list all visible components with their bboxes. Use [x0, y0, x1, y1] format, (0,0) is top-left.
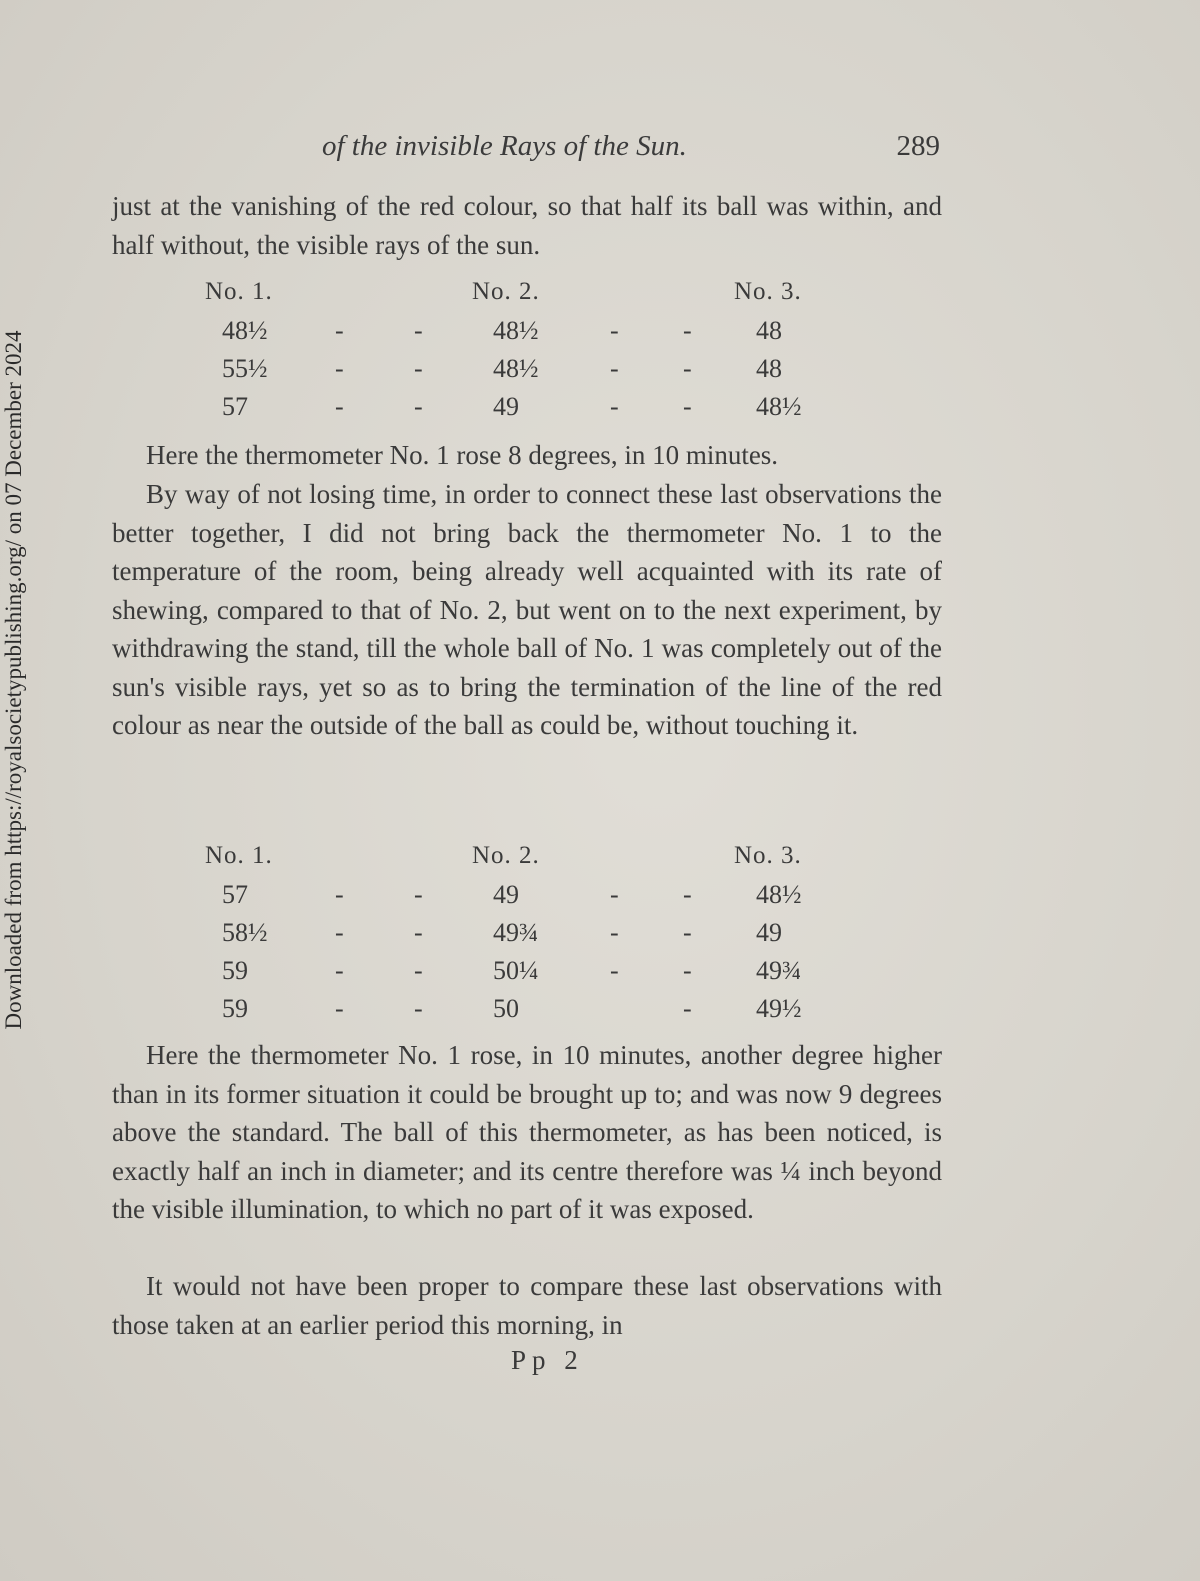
leader-dash: -: [610, 392, 619, 421]
leader-dash: -: [335, 354, 344, 383]
reading-no1: 57: [222, 392, 248, 421]
page-header: [110, 130, 940, 170]
paragraph-4: Here the thermometer No. 1 rose, in 10 minutes, another degree higher than in its former situation it could be brought up to; and was now 9 degrees above the standard. The ball of this thermometer, as has been noticed, is exactly half an inch in diameter; and its centre therefore was ¼ inch beyond the visible illumination, to which no part of it was exposed.: [112, 1040, 942, 1224]
leader-dash: -: [414, 880, 423, 909]
table-row: [110, 316, 950, 354]
table-row: [110, 354, 950, 392]
reading-no2: 48½: [493, 354, 539, 383]
leader-dash: -: [683, 880, 692, 909]
table-header-row: [110, 278, 950, 316]
table-row: [110, 918, 950, 956]
page-number: 289: [896, 130, 940, 162]
leader-dash: -: [335, 918, 344, 947]
leader-dash: -: [414, 354, 423, 383]
column-header-no3: No. 3.: [734, 842, 802, 869]
reading-no3: 48½: [756, 392, 802, 421]
column-header-no2: No. 2.: [472, 278, 540, 305]
reading-no1: 58½: [222, 918, 268, 947]
leader-dash: -: [335, 956, 344, 985]
column-header-no3: No. 3.: [734, 278, 802, 305]
reading-no2: 50¼: [493, 956, 539, 985]
leader-dash: -: [335, 392, 344, 421]
reading-no3: 48: [756, 316, 782, 345]
paragraph-1: just at the vanishing of the red colour, so that half its ball was within, and half without, the visible rays of the sun.: [112, 191, 942, 260]
reading-no3: 48½: [756, 880, 802, 909]
leader-dash: -: [683, 354, 692, 383]
reading-no3: 49: [756, 918, 782, 947]
table-row: [110, 880, 950, 918]
leader-dash: -: [683, 392, 692, 421]
reading-no1: 57: [222, 880, 248, 909]
column-header-no1: No. 1.: [205, 278, 273, 305]
reading-no2: 49¾: [493, 918, 539, 947]
paragraph-5: It would not have been proper to compare these last observations with those taken at an earlier period this morning, in: [112, 1271, 942, 1340]
table-row: [110, 994, 950, 1032]
leader-dash: -: [414, 918, 423, 947]
table-row: [110, 392, 950, 430]
reading-no1: 55½: [222, 354, 268, 383]
leader-dash: -: [414, 956, 423, 985]
leader-dash: -: [683, 994, 692, 1023]
reading-no3: 49½: [756, 994, 802, 1023]
leader-dash: -: [610, 354, 619, 383]
leader-dash: -: [610, 316, 619, 345]
leader-dash: -: [610, 918, 619, 947]
reading-no1: 48½: [222, 316, 268, 345]
leader-dash: -: [683, 316, 692, 345]
leader-dash: -: [335, 316, 344, 345]
reading-no2: 50: [493, 994, 519, 1023]
reading-no1: 59: [222, 956, 248, 985]
reading-no3: 48: [756, 354, 782, 383]
readings-table-2: [110, 842, 950, 1032]
signature-mark: Pp 2: [511, 1345, 584, 1375]
table-header-row: [110, 842, 950, 880]
reading-no2: 48½: [493, 316, 539, 345]
reading-no3: 49¾: [756, 956, 802, 985]
readings-table-1: [110, 278, 950, 430]
leader-dash: -: [683, 918, 692, 947]
reading-no2: 49: [493, 392, 519, 421]
running-title: of the invisible Rays of the Sun.: [322, 130, 687, 162]
leader-dash: -: [335, 880, 344, 909]
leader-dash: -: [414, 316, 423, 345]
column-header-no2: No. 2.: [472, 842, 540, 869]
leader-dash: -: [414, 392, 423, 421]
reading-no2: 49: [493, 880, 519, 909]
leader-dash: -: [610, 880, 619, 909]
reading-no1: 59: [222, 994, 248, 1023]
paragraph-3: By way of not losing time, in order to connect these last observations the better together, I did not bring back the thermometer No. 1 to the temperature of the room, being already well acquainted with its rate of shewing, compared to that of No. 2, but went on to the next experiment, by withdrawing the stand, till the whole ball of No. 1 was completely out of the sun's visible rays, yet so as to bring the termination of the line of the red colour as near the outside of the ball as could be, without touching it.: [112, 479, 942, 740]
leader-dash: -: [610, 956, 619, 985]
leader-dash: -: [683, 956, 692, 985]
leader-dash: -: [414, 994, 423, 1023]
column-header-no1: No. 1.: [205, 842, 273, 869]
table-row: [110, 956, 950, 994]
paragraph-2: Here the thermometer No. 1 rose 8 degrees, in 10 minutes.: [146, 440, 779, 470]
leader-dash: -: [335, 994, 344, 1023]
watermark-text: Downloaded from https://royalsocietypublishing.org/ on 07 December 2024: [1, 330, 26, 1030]
